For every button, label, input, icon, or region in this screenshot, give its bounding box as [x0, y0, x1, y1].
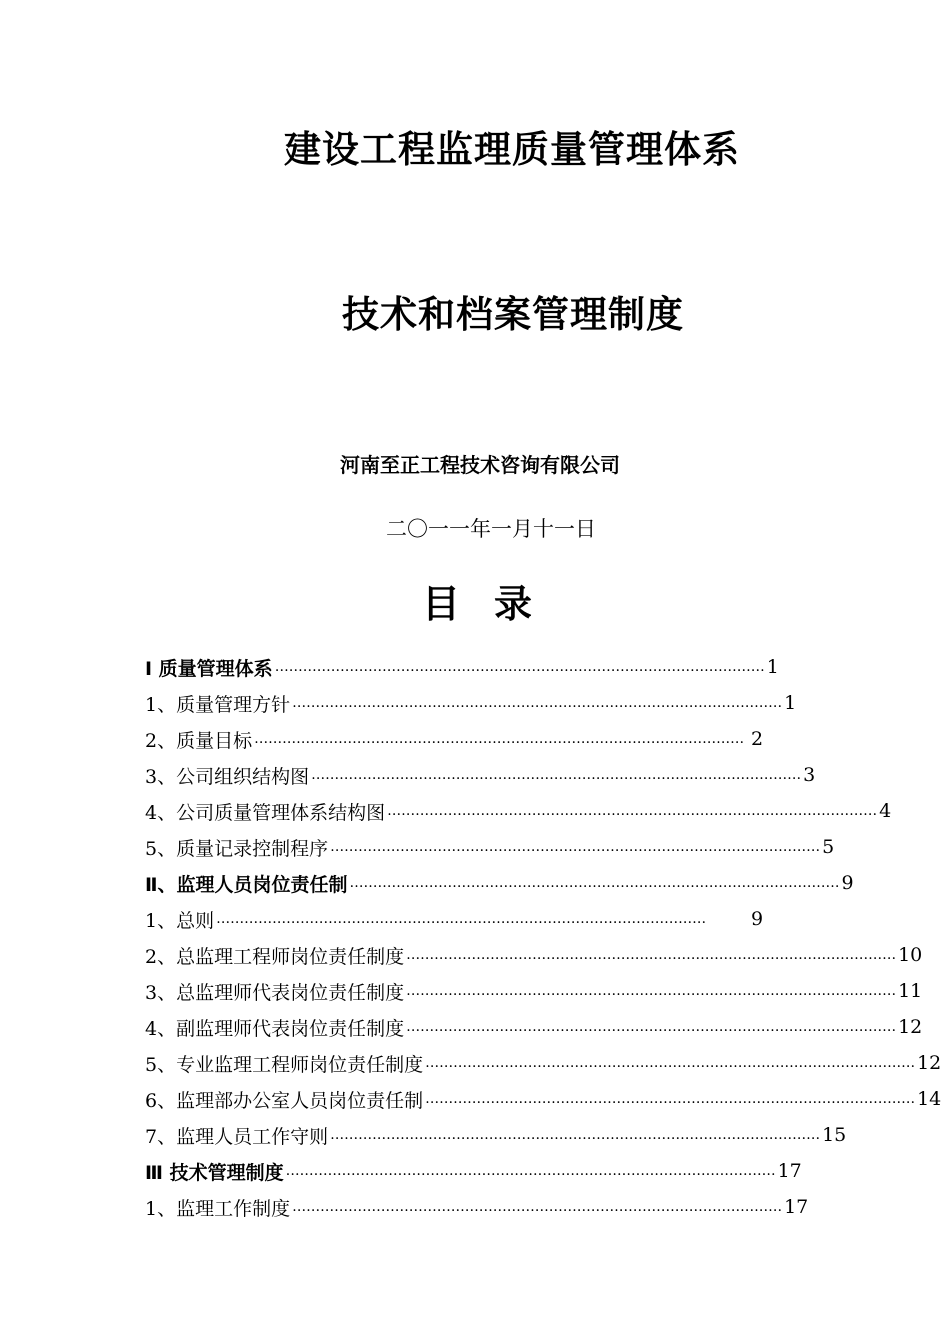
toc-leader-dots: ……………………………………………………………………………………………	[349, 875, 840, 891]
document-date: 二〇一一年一月十一日	[386, 517, 596, 541]
table-of-contents	[145, 649, 942, 1225]
toc-entry-label: Ⅱ、监理人员岗位责任制	[145, 873, 348, 896]
toc-entry	[145, 829, 835, 865]
toc-entry-label: 6、监理部办公室人员岗位责任制	[145, 1089, 424, 1112]
toc-entry	[145, 973, 923, 1009]
toc-leader-dots: ……………………………………………………………………………………………	[425, 1091, 916, 1107]
toc-entry	[145, 685, 797, 721]
toc-page-number: 9	[751, 908, 764, 930]
toc-heading: 目录	[422, 582, 567, 626]
toc-entry-label: 1、监理工作制度	[145, 1197, 291, 1220]
toc-entry	[145, 757, 816, 793]
toc-leader-dots: ……………………………………………………………………………………………	[406, 947, 897, 963]
toc-page-number: 1	[784, 692, 797, 714]
document-subtitle: 技术和档案管理制度	[342, 293, 684, 336]
toc-entry	[145, 901, 785, 937]
toc-page-number: 14	[917, 1088, 942, 1110]
toc-leader-dots: ……………………………………………………………………………………………	[292, 1199, 783, 1215]
toc-entry-label: 2、总监理工程师岗位责任制度	[145, 945, 405, 968]
toc-section-entry	[145, 1153, 802, 1189]
toc-entry-label: 4、公司质量管理体系结构图	[145, 801, 386, 824]
toc-entry-label: 1、质量管理方针	[145, 693, 291, 716]
toc-page-number: 12	[898, 1016, 923, 1038]
toc-entry-label: 5、专业监理工程师岗位责任制度	[145, 1053, 424, 1076]
toc-leader-dots: ……………………………………………………………………………………………	[311, 767, 802, 783]
toc-entry-label: 1、总则	[145, 909, 215, 932]
toc-section-entry	[145, 865, 854, 901]
toc-leader-dots: ……………………………………………………………………………………………	[406, 1019, 897, 1035]
toc-entry	[145, 937, 923, 973]
toc-leader-dots: ……………………………………………………………………………………………	[292, 695, 783, 711]
toc-leader-dots: ……………………………………………………………………………………………	[216, 911, 707, 927]
toc-entry-label: 5、质量记录控制程序	[145, 837, 329, 860]
toc-entry-label: 4、副监理师代表岗位责任制度	[145, 1017, 405, 1040]
toc-page-number: 17	[777, 1160, 802, 1182]
toc-leader-dots: ……………………………………………………………………………………………	[274, 659, 765, 675]
toc-entry-label: Ⅲ 技术管理制度	[145, 1161, 284, 1184]
toc-leader-dots: ……………………………………………………………………………………………	[330, 839, 821, 855]
toc-entry-label: 3、总监理师代表岗位责任制度	[145, 981, 405, 1004]
toc-page-number: 9	[841, 872, 854, 894]
toc-page-number: 3	[803, 764, 816, 786]
toc-leader-dots: ……………………………………………………………………………………………	[425, 1055, 916, 1071]
toc-page-number: 15	[822, 1124, 847, 1146]
toc-entry	[145, 1189, 809, 1225]
toc-entry	[145, 1009, 923, 1045]
toc-section-entry	[145, 649, 785, 685]
toc-leader-dots: ……………………………………………………………………………………………	[285, 1163, 776, 1179]
toc-entry	[145, 1045, 942, 1081]
company-name: 河南至正工程技术咨询有限公司	[340, 453, 620, 477]
toc-leader-dots: ……………………………………………………………………………………………	[254, 731, 745, 747]
toc-leader-dots: ……………………………………………………………………………………………	[387, 803, 878, 819]
toc-page-number: 2	[751, 728, 764, 750]
toc-leader-dots: ……………………………………………………………………………………………	[406, 983, 897, 999]
toc-page-number: 11	[898, 980, 923, 1002]
toc-entry	[145, 1081, 942, 1117]
toc-entry-label: 3、公司组织结构图	[145, 765, 310, 788]
toc-leader-dots: ……………………………………………………………………………………………	[330, 1127, 821, 1143]
toc-entry	[145, 793, 892, 829]
toc-page-number: 1	[766, 656, 779, 678]
toc-entry	[145, 1117, 847, 1153]
toc-entry-label: Ⅰ 质量管理体系	[145, 657, 273, 680]
toc-page-number: 12	[917, 1052, 942, 1074]
toc-entry-label: 2、质量目标	[145, 729, 253, 752]
toc-entry-label: 7、监理人员工作守则	[145, 1125, 329, 1148]
document-title: 建设工程监理质量管理体系	[284, 128, 740, 171]
toc-entry	[145, 721, 785, 757]
toc-page-number: 10	[898, 944, 923, 966]
toc-page-number: 4	[879, 800, 892, 822]
toc-page-number: 5	[822, 836, 835, 858]
toc-page-number: 17	[784, 1196, 809, 1218]
